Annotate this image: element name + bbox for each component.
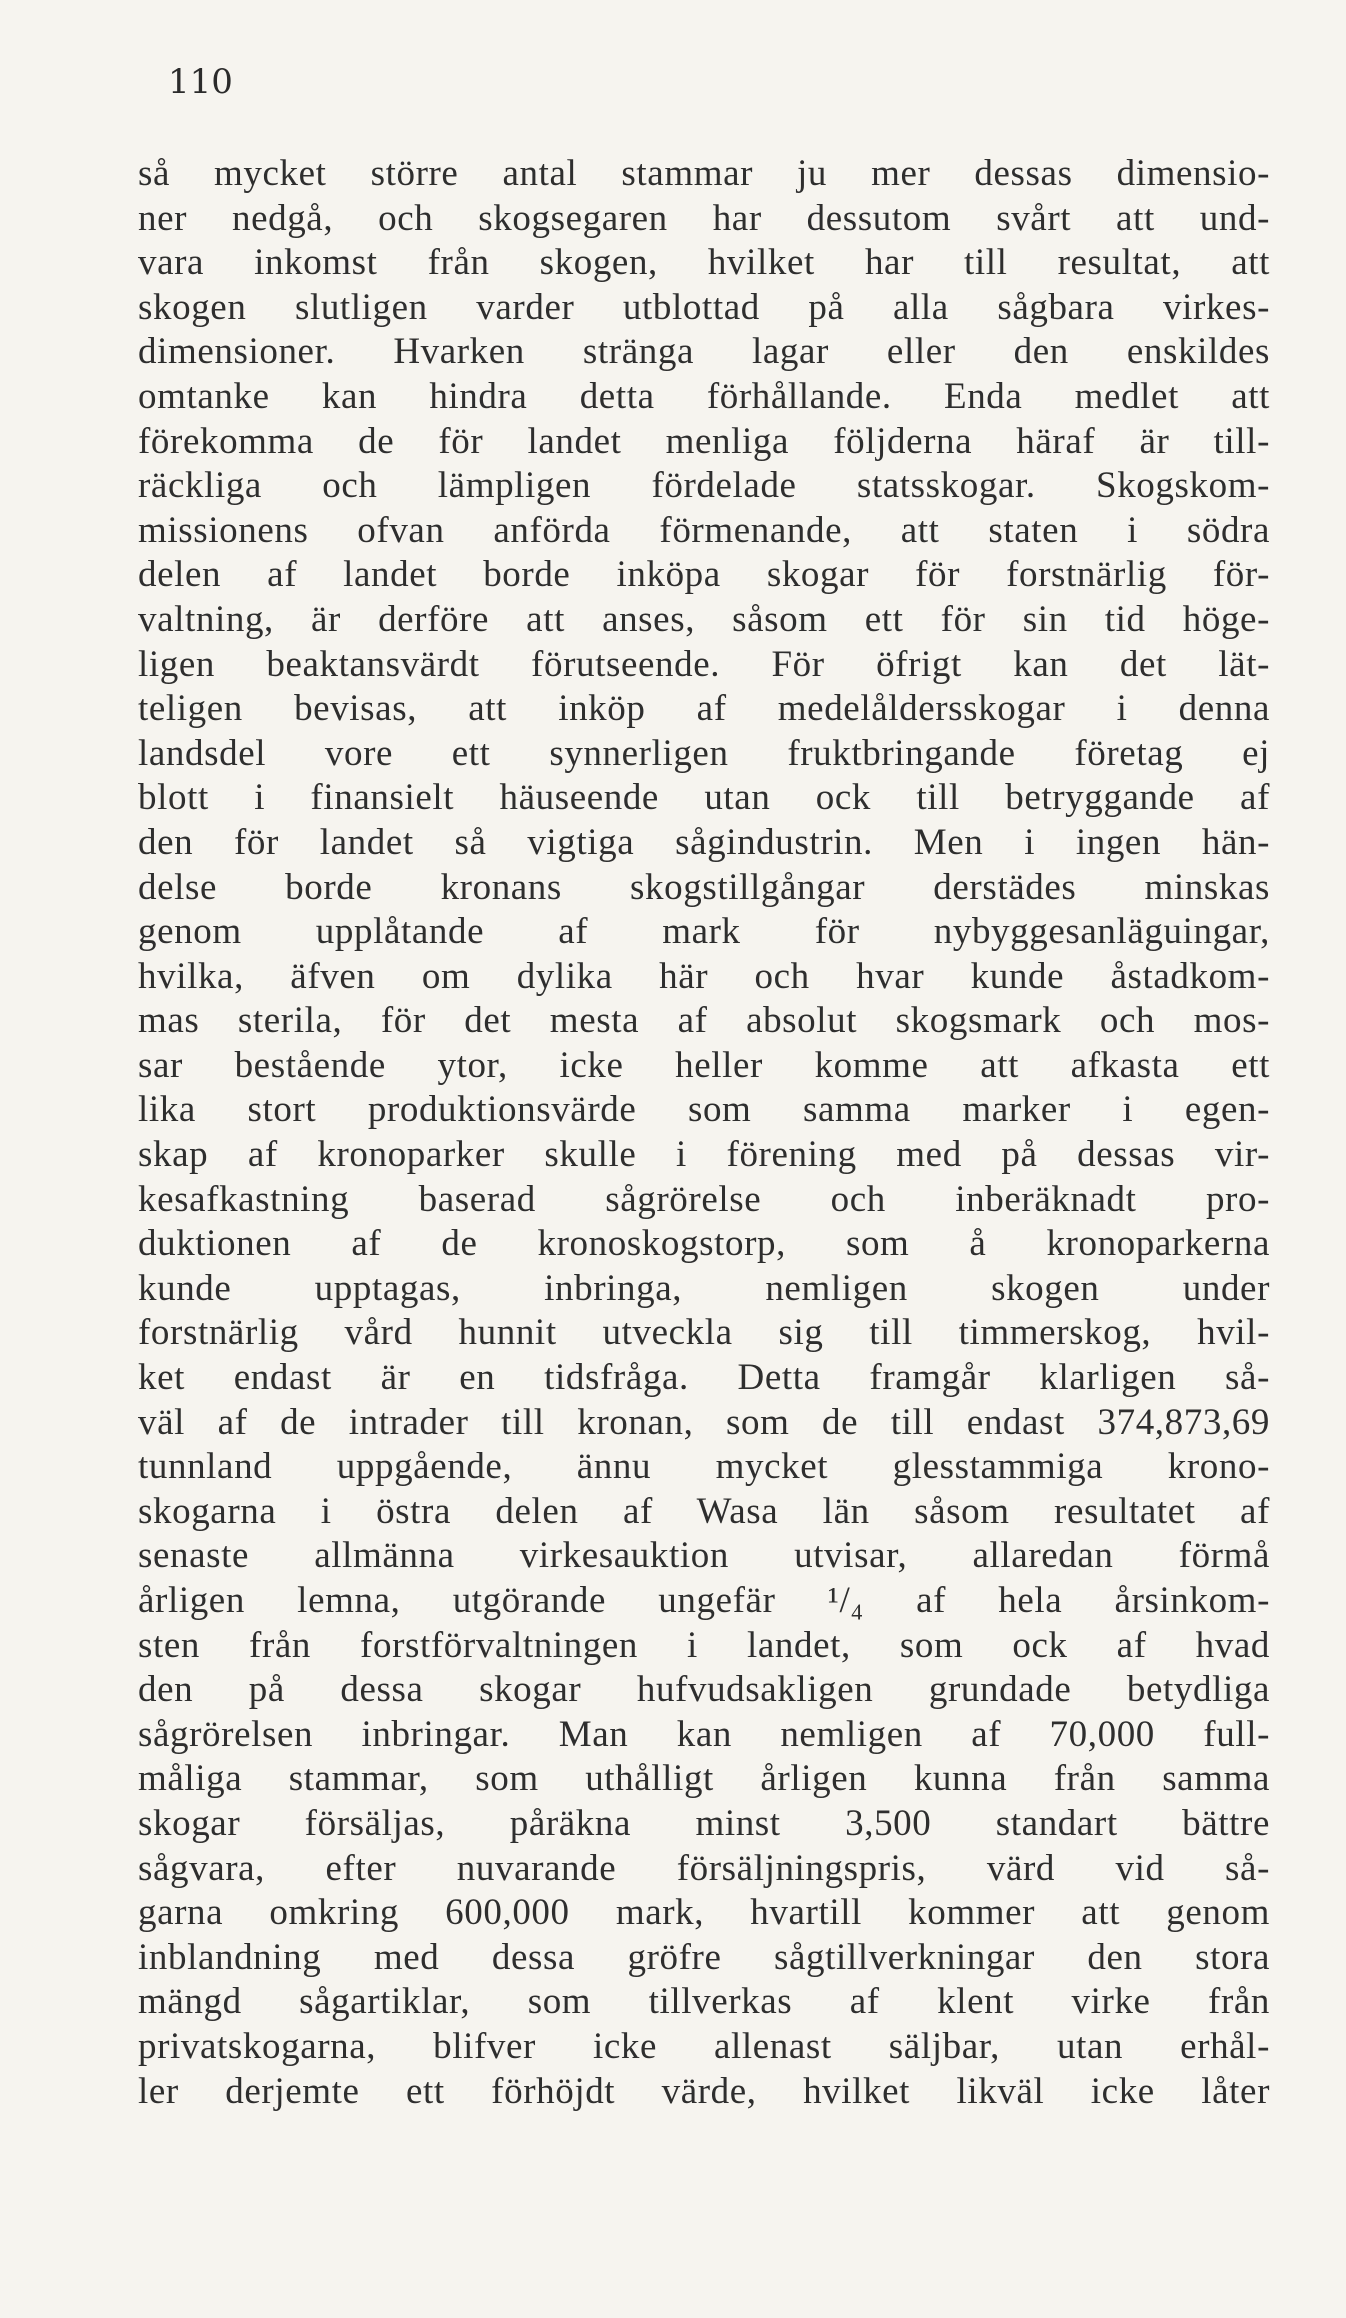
text-line: teligen bevisas, att inköp af medelåldersskogar i denna	[138, 688, 1270, 730]
text-line: garna omkring 600,000 mark, hvartill kommer att genom	[138, 1892, 1270, 1934]
text-line: måliga stammar, som uthålligt årligen kunna från samma	[138, 1758, 1270, 1800]
text-line: lika stort produktionsvärde som samma marker i egen-	[138, 1089, 1270, 1131]
text-line: forstnärlig vård hunnit utveckla sig till timmerskog, hvil-	[138, 1312, 1270, 1354]
text-line: mas sterila, för det mesta af absolut skogsmark och mos-	[138, 1000, 1270, 1042]
text-line: skogarna i östra delen af Wasa län såsom resultatet af	[138, 1490, 1270, 1532]
text-line: den på dessa skogar hufvudsakligen grundade betydliga	[138, 1669, 1270, 1711]
text-line: kesafkastning baserad sågrörelse och inberäknadt pro-	[138, 1178, 1270, 1220]
text-line: räckliga och lämpligen fördelade statsskogar. Skogskom-	[138, 465, 1270, 507]
text-line: valtning, är derföre att anses, såsom ett för sin tid höge-	[138, 598, 1270, 640]
text-line: dimensioner. Hvarken stränga lagar eller den enskildes	[138, 331, 1270, 373]
text-line: senaste allmänna virkesauktion utvisar, allaredan förmå	[138, 1535, 1270, 1577]
text-line: årligen lemna, utgörande ungefär ¹/₄ af hela årsinkom-	[138, 1580, 1270, 1621]
text-line: sten från forstförvaltningen i landet, som ock af hvad	[138, 1624, 1270, 1666]
text-line: ket endast är en tidsfråga. Detta framgår klarligen så-	[138, 1357, 1270, 1399]
text-line: inblandning med dessa gröfre sågtillverkningar den stora	[138, 1936, 1270, 1978]
text-line: sågrörelsen inbringar. Man kan nemligen af 70,000 full-	[138, 1713, 1270, 1755]
text-line: tunnland uppgående, ännu mycket glesstammiga krono-	[138, 1446, 1270, 1488]
text-line: genom upplåtande af mark för nybyggesanläguingar,	[138, 911, 1270, 953]
text-line: den för landet så vigtiga sågindustrin. Men i ingen hän-	[138, 821, 1270, 863]
text-line: delse borde kronans skogstillgångar derstädes minskas	[138, 866, 1270, 908]
text-line: skogar försäljas, påräkna minst 3,500 standart bättre	[138, 1802, 1270, 1844]
text-line: missionens ofvan anförda förmenande, att staten i södra	[138, 509, 1270, 551]
text-line: väl af de intrader till kronan, som de till endast 374,873,69	[138, 1401, 1270, 1443]
text-line: sar bestående ytor, icke heller komme att afkasta ett	[138, 1044, 1270, 1086]
text-line: kunde upptagas, inbringa, nemligen skogen under	[138, 1267, 1270, 1309]
text-line: så mycket större antal stammar ju mer dessas dimensio-	[138, 153, 1270, 194]
text-line: blott i finansielt häuseende utan ock till betryggande af	[138, 777, 1270, 819]
page-number: 110	[168, 62, 233, 102]
text-line: landsdel vore ett synnerligen fruktbringande företag ej	[138, 732, 1270, 774]
text-line: ner nedgå, och skogsegaren har dessutom svårt att und-	[138, 197, 1270, 239]
text-line: omtanke kan hindra detta förhållande. Enda medlet att	[138, 375, 1270, 417]
text-line: mängd sågartiklar, som tillverkas af klent virke från	[138, 1981, 1270, 2023]
text-line: skogen slutligen varder utblottad på alla sågbara virkes-	[138, 286, 1270, 328]
text-line: vara inkomst från skogen, hvilket har till resultat, att	[138, 242, 1270, 284]
text-line: sågvara, efter nuvarande försäljningspris, värd vid så-	[138, 1847, 1270, 1889]
text-line: ligen beaktansvärdt förutseende. För öfrigt kan det lät-	[138, 643, 1270, 685]
body-text	[138, 152, 1270, 2114]
text-line: skap af kronoparker skulle i förening med på dessas vir-	[138, 1134, 1270, 1176]
text-line: duktionen af de kronoskogstorp, som å kronoparkerna	[138, 1223, 1270, 1265]
text-line: hvilka, äfven om dylika här och hvar kunde åstadkom-	[138, 955, 1270, 997]
text-line: förekomma de för landet menliga följderna häraf är till-	[138, 420, 1270, 462]
text-line: privatskogarna, blifver icke allenast säljbar, utan erhål-	[138, 2025, 1270, 2067]
text-line: delen af landet borde inköpa skogar för forstnärlig för-	[138, 554, 1270, 596]
text-line: ler derjemte ett förhöjdt värde, hvilket likväl icke låter	[138, 2070, 1270, 2112]
